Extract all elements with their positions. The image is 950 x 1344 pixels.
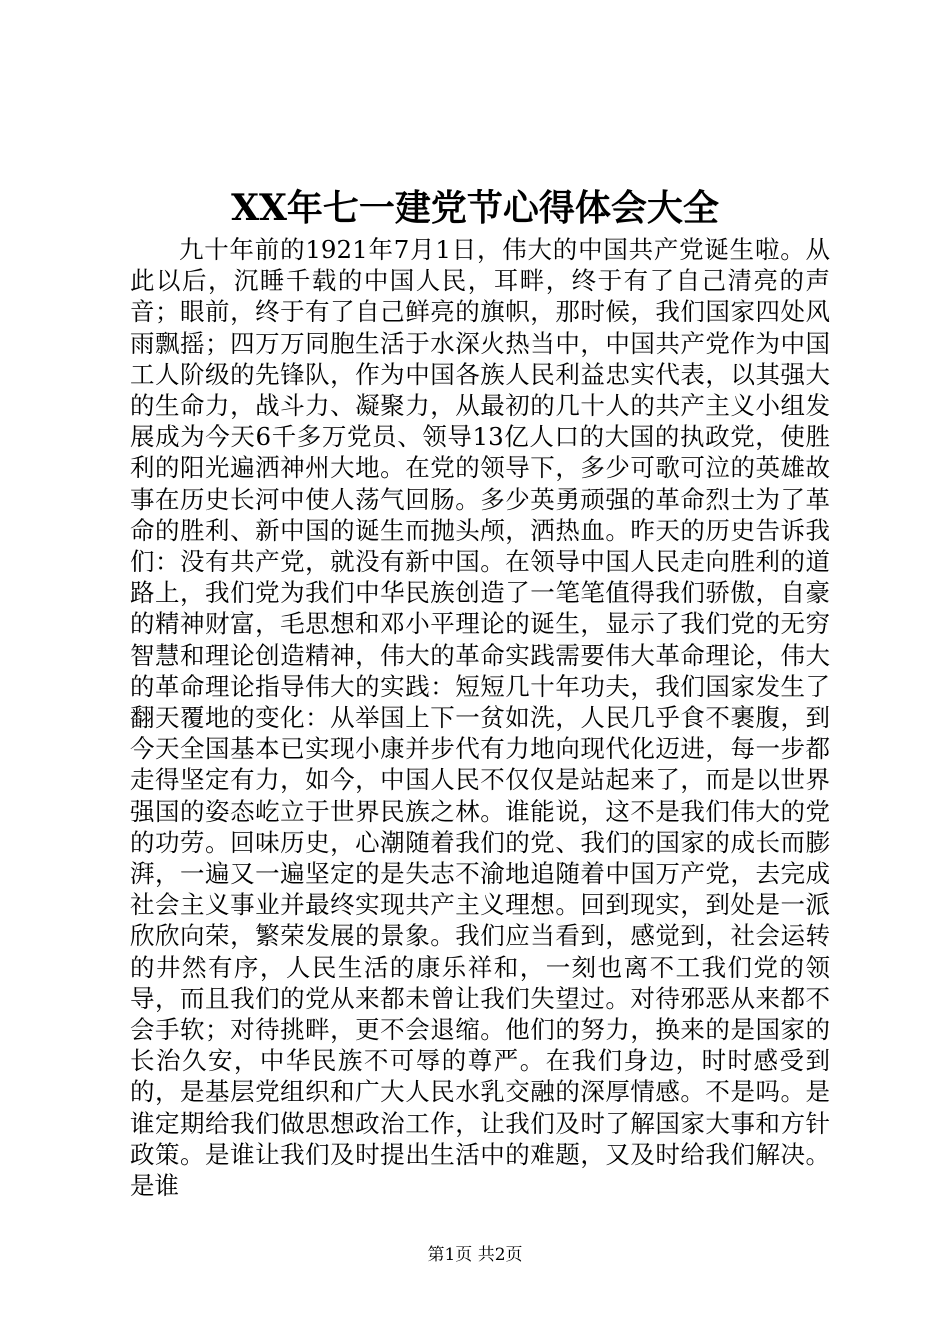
body-paragraph: 九十年前的1921年7月1日，伟大的中国共产党诞生啦。从此以后，沉睡千载的中国人民，耳畔，终于有了自己清亮的声音；眼前，终于有了自己鲜亮的旗帜，那时候，我们国家四处风雨飘摇；四万万同胞生活于水深火热当中，中国共产党作为中国工人阶级的先锋队，作为中国各族人民利益忠实代表，以其强大的生命力，战斗力、凝聚力，从最初的几十人的共产主义小组发展成为今天6千多万党员、领导13亿人口的大国的执政党，使胜利的阳光遍洒神州大地。在党的领导下，多少可歌可泣的英雄故事在历史长河中使人荡气回肠。多少英勇顽强的革命烈士为了革命的胜利、新中国的诞生而抛头颅，洒热血。昨天的历史告诉我们：没有共产党，就没有新中国。在领导中国人民走向胜利的道路上，我们党为我们中华民族创造了一笔笔值得我们骄傲，自豪的精神财富，毛思想和邓小平理论的诞生，显示了我们党的无穷智慧和理论创造精神，伟大的革命实践需要伟大革命理论，伟大的革命理论指导伟大的实践：短短几十年功夫，我们国家发生了翻天覆地的变化：从举国上下一贫如洗，人民几乎食不裹腹，到今天全国基本已实现小康并步代有力地向现代化迈进，每一步都走得坚定有力，如今，中国人民不仅仅是站起来了，而是以世界强国的姿态屹立于世界民族之林。谁能说，这不是我们伟大的党的功劳。回味历史，心潮随着我们的党、我们的国家的成长而膨湃，一遍又一遍坚定的是失志不渝地追随着中国万产党，去完成社会主义事业并最终实现共产主义理想。回到现实，到处是一派欣欣向荣，繁荣发展的景象。我们应当看到，感觉到，社会运转的井然有序，人民生活的康乐祥和，一刻也离不工我们党的领导，而且我们的党从来都未曾让我们失望过。对待邪恶从来都不会手软；对待挑畔，更不会退缩。他们的努力，换来的是国家的长治久安，中华民族不可辱的尊严。在我们身边，时时感受到的，是基层党组织和广大人民水乳交融的深厚情感。不是吗。是谁定期给我们做思想政治工作，让我们及时了解国家大事和方针政策。是谁让我们及时提出生活中的难题，又及时给我们解决。是谁 bbox=[130, 235, 830, 1201]
document-title: XX年七一建党节心得体会大全 bbox=[231, 187, 719, 229]
page-footer: 第1页 共2页 bbox=[427, 1245, 523, 1265]
